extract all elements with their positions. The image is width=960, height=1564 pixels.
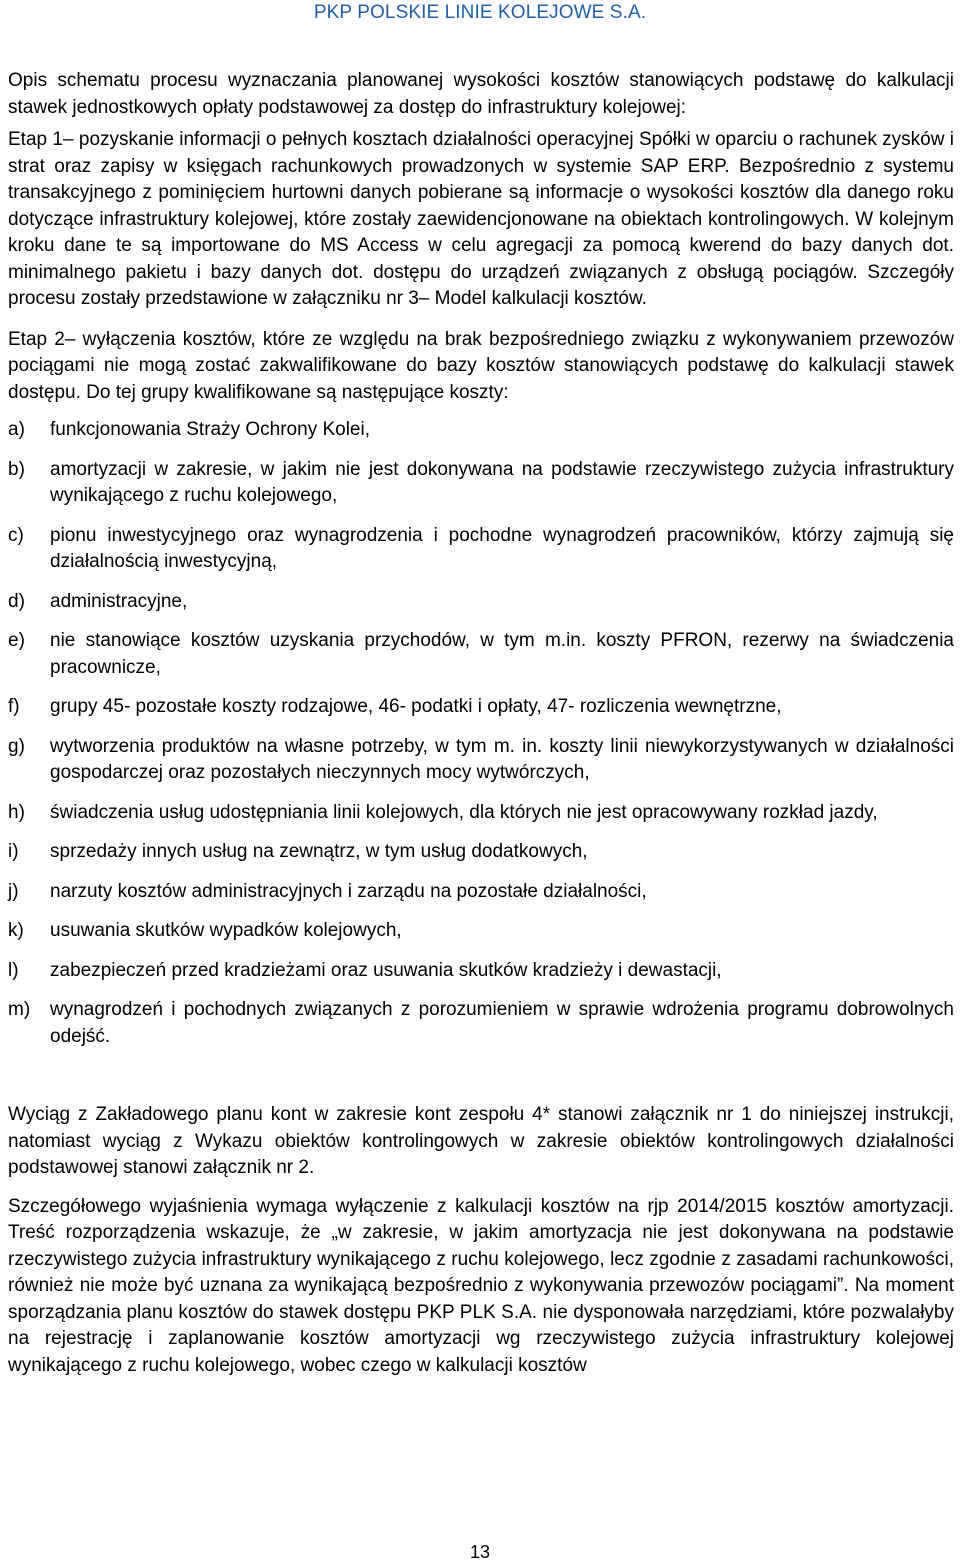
list-item	[8, 800, 954, 827]
list-item	[8, 523, 954, 576]
list-marker: l)	[8, 959, 19, 981]
list-marker: b)	[8, 458, 25, 480]
list-marker: g)	[8, 735, 25, 757]
page-number: 13	[469, 1542, 491, 1562]
list-item-text: świadczenia usług udostępniania linii kolejowych, dla których nie jest opracowywany rozkład jazdy,	[50, 801, 878, 823]
list-marker: i)	[8, 841, 19, 862]
list-item	[8, 694, 954, 721]
list-item-text: administracyjne,	[50, 590, 188, 612]
list-marker: f)	[8, 696, 20, 717]
list-item-text: wynagrodzeń i pochodnych związanych z porozumieniem w sprawie wdrożenia programu dobrowolnych odejść.	[50, 999, 954, 1047]
list-item-text: funkcjonowania Straży Ochrony Kolei,	[50, 419, 370, 440]
document-body	[8, 68, 954, 1379]
list-item-text: amortyzacji w zakresie, w jakim nie jest dokonywana na podstawie rzeczywistego zużycia infrastruktury wynikającego z ruchu kolejowego,	[50, 458, 954, 506]
list-item-text: grupy 45- pozostałe koszty rodzajowe, 46- podatki i opłaty, 47- rozliczenia wewnętrzne,	[50, 696, 782, 717]
list-marker: j)	[8, 880, 19, 902]
list-item	[8, 879, 954, 906]
list-marker: e)	[8, 630, 25, 651]
list-item-text: pionu inwestycyjnego oraz wynagrodzenia i pochodne wynagrodzeń pracowników, którzy zajmują się działalnością inwestycyjną,	[50, 524, 954, 572]
amortization-paragraph: Szczegółowego wyjaśnienia wymaga wyłączenie z kalkulacji kosztów na rjp 2014/2015 kosztów amortyzacji. Treść rozporządzenia wskazuje, że „w zakresie, w jakim amortyzacja nie jest dokonywana na podstawie rzeczywistego zużycia infrastruktury wynikającego z ruchu kolejowego, lecz zgodnie z zasadami rachunkowości, również nie może być uznana za wynikającą bezpośrednio z wykonywania przewozów pociągami”. Na moment sporządzania planu kosztów do stawek dostępu PKP PLK S.A. nie dysponowała narzędziami, które pozwalałyby na rejestrację i zaplanowanie kosztów amortyzacji wg rzeczywistego zużycia infrastruktury kolejowej wynikającego z ruchu kolejowego, wobec czego w kalkulacji kosztów	[8, 1195, 954, 1376]
list-item-text: narzuty kosztów administracyjnych i zarządu na pozostałe działalności,	[50, 880, 647, 902]
attachments-paragraph: Wyciąg z Zakładowego planu kont w zakresie kont zespołu 4* stanowi załącznik nr 1 do niniejszej instrukcji, natomiast wyciąg z Wykazu obiektów kontrolingowych w zakresie obiektów kontrolingowych działalności podstawowej stanowi załącznik nr 2.	[8, 1104, 954, 1178]
list-item-text: zabezpieczeń przed kradzieżami oraz usuwania skutków kradzieży i dewastacji,	[50, 959, 722, 981]
list-item	[8, 589, 954, 616]
list-item	[8, 958, 954, 985]
list-item-text: nie stanowiące kosztów uzyskania przychodów, w tym m.in. koszty PFRON, rezerwy na świadczenia pracownicze,	[50, 630, 954, 678]
list-item	[8, 628, 954, 681]
list-marker: h)	[8, 801, 25, 823]
etap2-paragraph: Etap 2– wyłączenia kosztów, które ze względu na brak bezpośredniego związku z wykonywaniem przewozów pociągami nie mogą zostać zakwalifikowane do bazy kosztów stanowiących podstawę do kalkulacji stawek dostępu. Do tej grupy kwalifikowane są następujące koszty:	[8, 328, 954, 403]
etap1-paragraph: Etap 1– pozyskanie informacji o pełnych kosztach działalności operacyjnej Spółki w oparciu o rachunek zysków i strat oraz zapisy w księgach rachunkowych prowadzonych w systemie SAP ERP. Bezpośrednio z systemu transakcyjnego z pominięciem hurtowni danych pobierane są informacje o wysokości kosztów dla danego roku dotyczące infrastruktury kolejowej, które zostały zaewidencjonowane na obiektach kontrolingowych. W kolejnym kroku dane te są importowane do MS Access w celu agregacji za pomocą kwerend do bazy danych dot. minimalnego pakietu i bazy danych dot. dostępu do urządzeń związanych z obsługą pociągów. Szczegóły procesu zostały przedstawione w załączniku nr 3– Model kalkulacji kosztów.	[8, 129, 954, 309]
list-item	[8, 457, 954, 510]
list-item	[8, 734, 954, 787]
list-item-text: sprzedaży innych usług na zewnątrz, w tym usług dodatkowych,	[50, 841, 588, 862]
list-marker: d)	[8, 590, 25, 612]
list-marker: m)	[8, 999, 31, 1020]
list-marker: a)	[8, 419, 25, 440]
list-item	[8, 997, 954, 1050]
intro-paragraph: Opis schematu procesu wyznaczania planowanej wysokości kosztów stanowiących podstawę do kalkulacji stawek jednostkowych opłaty podstawowej za dostęp do infrastruktury kolejowej:	[8, 70, 954, 118]
list-item	[8, 839, 954, 866]
list-item-text: wytworzenia produktów na własne potrzeby, w tym m. in. koszty linii niewykorzystywanych w działalności gospodarczej oraz pozostałych nieczynnych mocy wytwórczych,	[50, 735, 954, 783]
list-marker: k)	[8, 920, 24, 941]
list-item	[8, 417, 954, 444]
document-header: PKP POLSKIE LINIE KOLEJOWE S.A.	[313, 2, 647, 23]
list-item	[8, 918, 954, 945]
excluded-costs-list	[8, 417, 954, 1050]
list-item-text: usuwania skutków wypadków kolejowych,	[50, 920, 402, 941]
list-marker: c)	[8, 524, 24, 546]
